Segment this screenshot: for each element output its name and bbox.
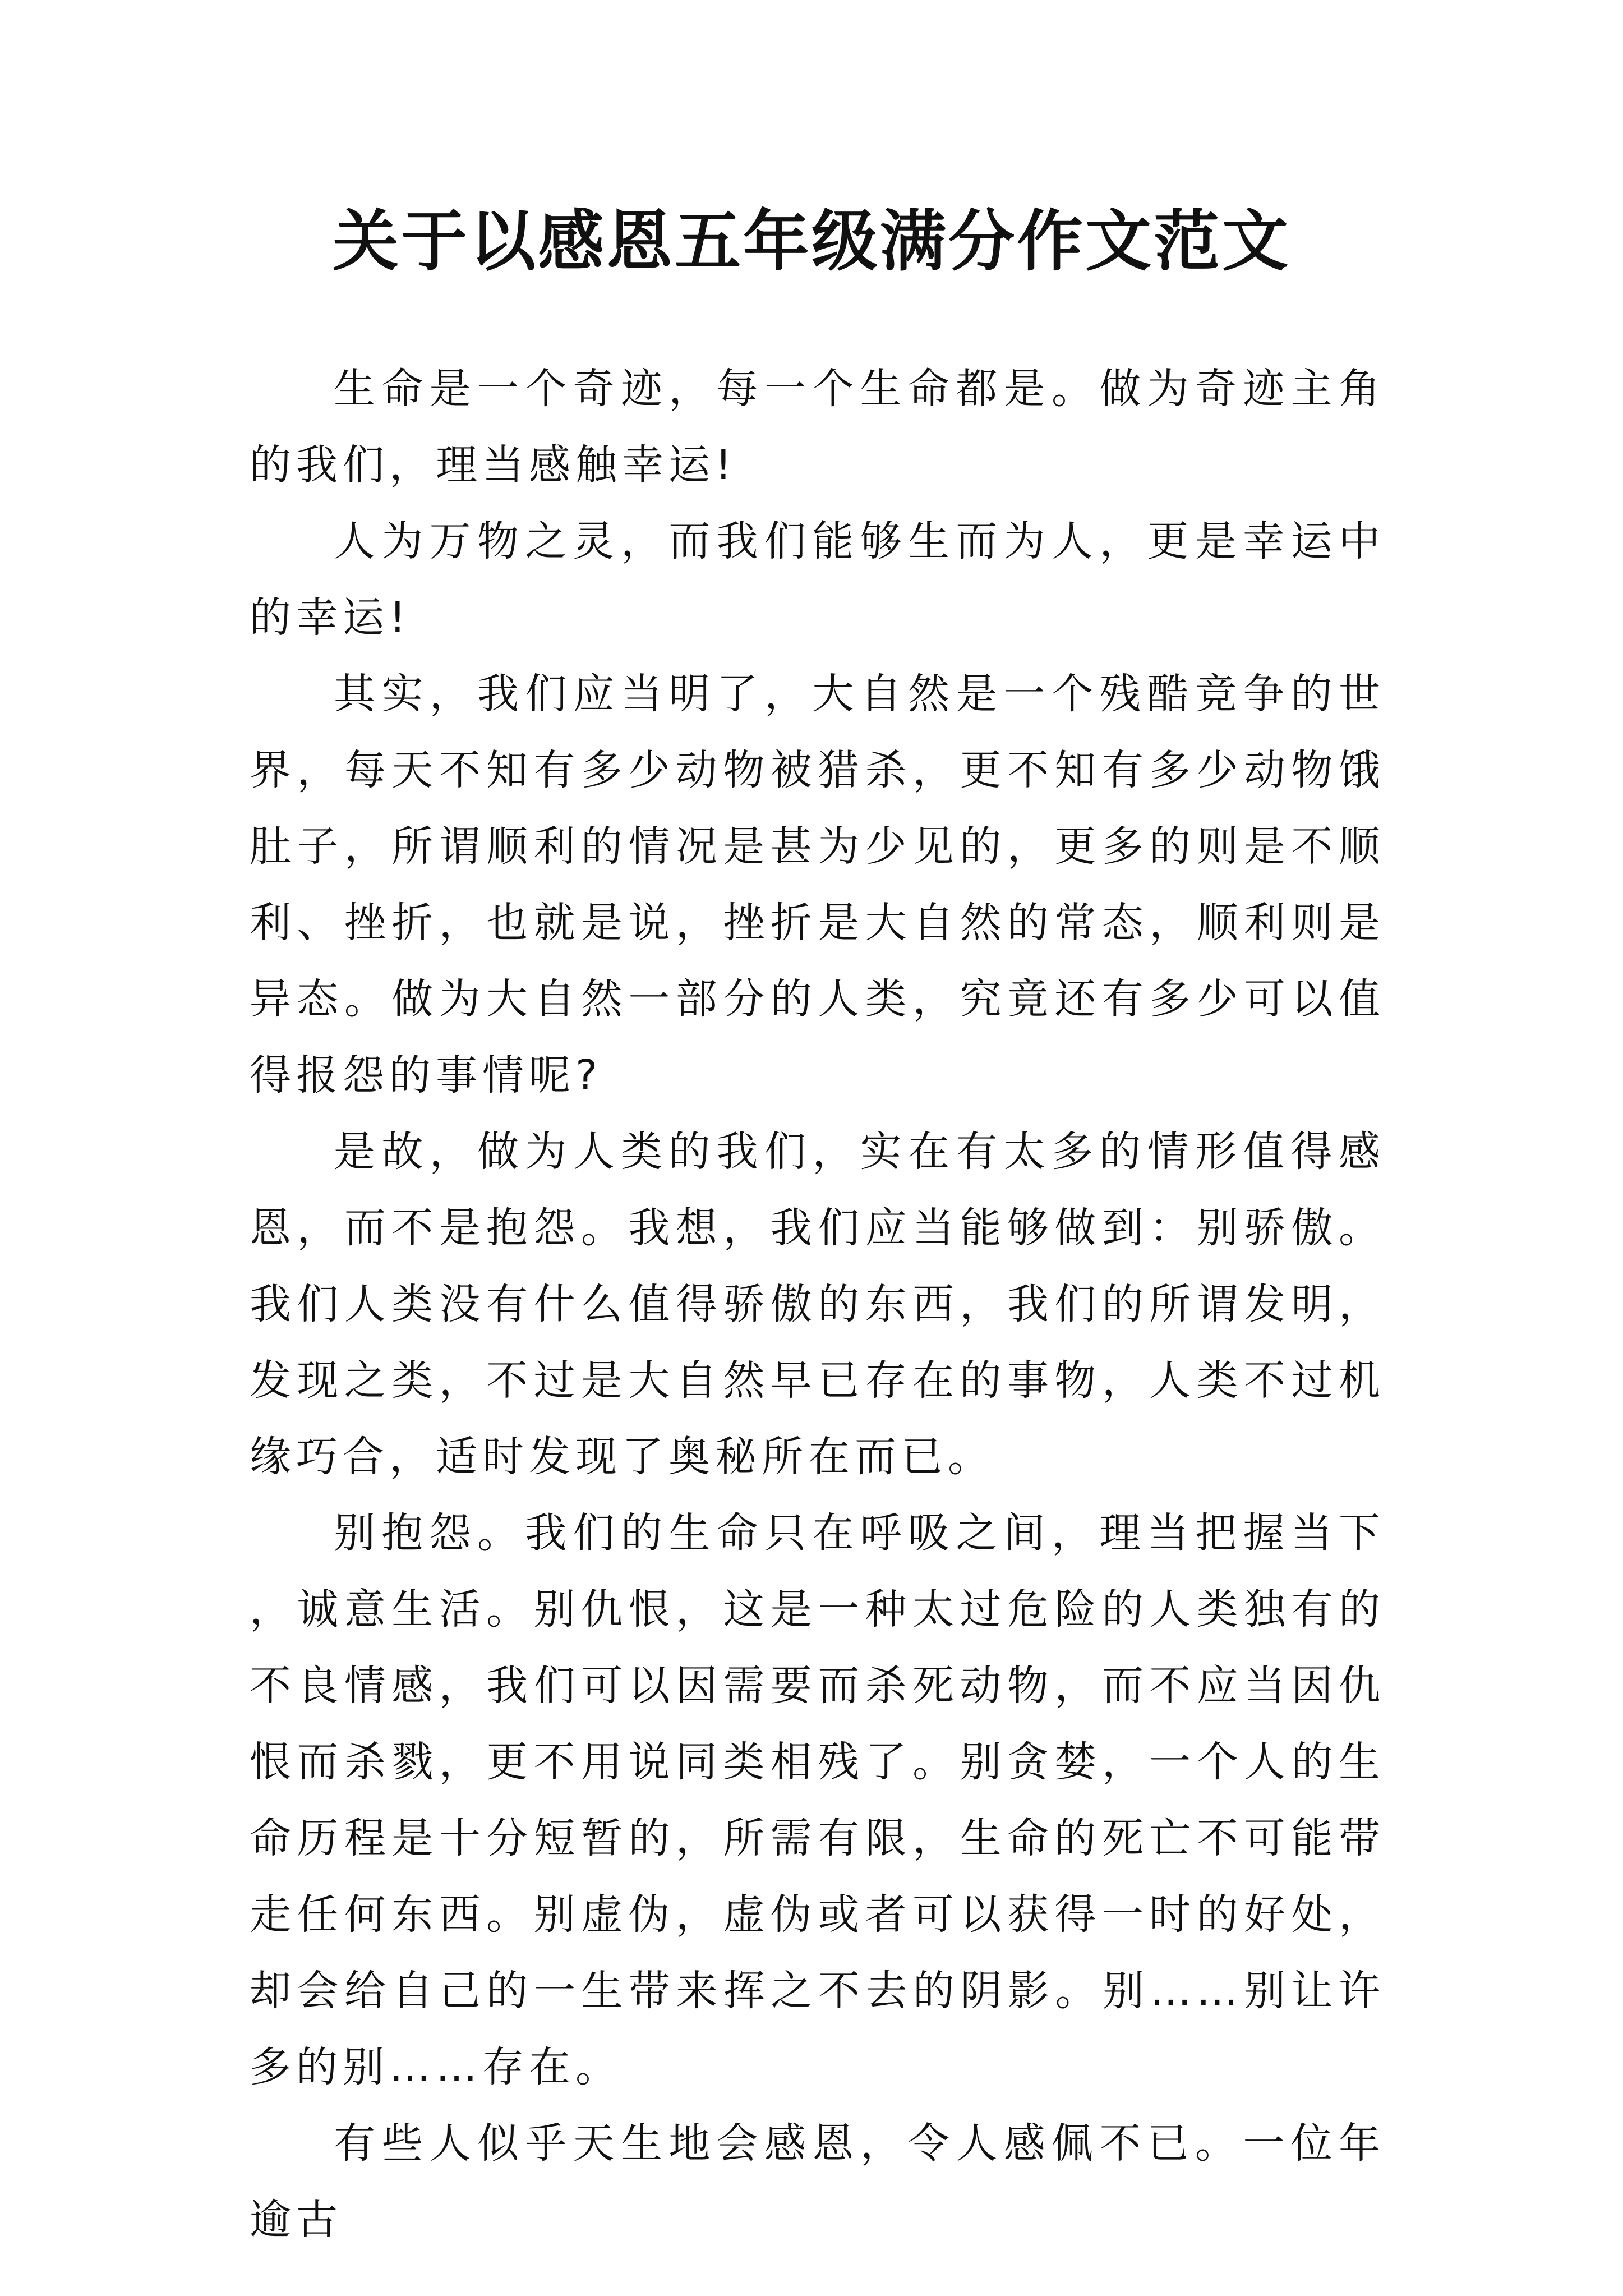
paragraph: 别抱怨。我们的生命只在呼吸之间，理当把握当下，诚意生活。别仇恨，这是一种太过危险的人类独有的不良情感，我们可以因需要而杀死动物，而不应当因仇恨而杀戮，更不用说同类相残了。别贪婪，一个人的生命历程是十分短暂的，所需有限，生命的死亡不可能带走任何东西。别虚伪，虚伪或者可以获得一时的好处，却会给自己的一生带来挥之不去的阴影。别……别让许多的别……存在。 [250, 1509, 1385, 2091]
paragraph: 人为万物之灵，而我们能够生而为人，更是幸运中的幸运! [250, 517, 1385, 642]
paragraph: 生命是一个奇迹，每一个生命都是。做为奇迹主角的我们，理当感触幸运! [250, 365, 1385, 489]
paragraph: 有些人似乎天生地会感恩，令人感佩不已。一位年逾古 [250, 2119, 1385, 2244]
document-body [250, 351, 1385, 2258]
paragraph: 是故，做为人类的我们，实在有太多的情形值得感恩，而不是抱怨。我想，我们应当能够做到：别骄傲。我们人类没有什么值得骄傲的东西，我们的所谓发明，发现之类，不过是大自然早已存在的事物，人类不过机缘巧合，适时发现了奥秘所在而已。 [250, 1128, 1385, 1481]
document-title: 关于以感恩五年级满分作文范文 [332, 202, 1290, 280]
paragraph: 其实，我们应当明了，大自然是一个残酷竞争的世界，每天不知有多少动物被猎杀，更不知有多少动物饿肚子，所谓顺利的情况是甚为少见的，更多的则是不顺利、挫折，也就是说，挫折是大自然的常态，顺利则是异态。做为大自然一部分的人类，究竟还有多少可以值得报怨的事情呢? [250, 670, 1385, 1099]
